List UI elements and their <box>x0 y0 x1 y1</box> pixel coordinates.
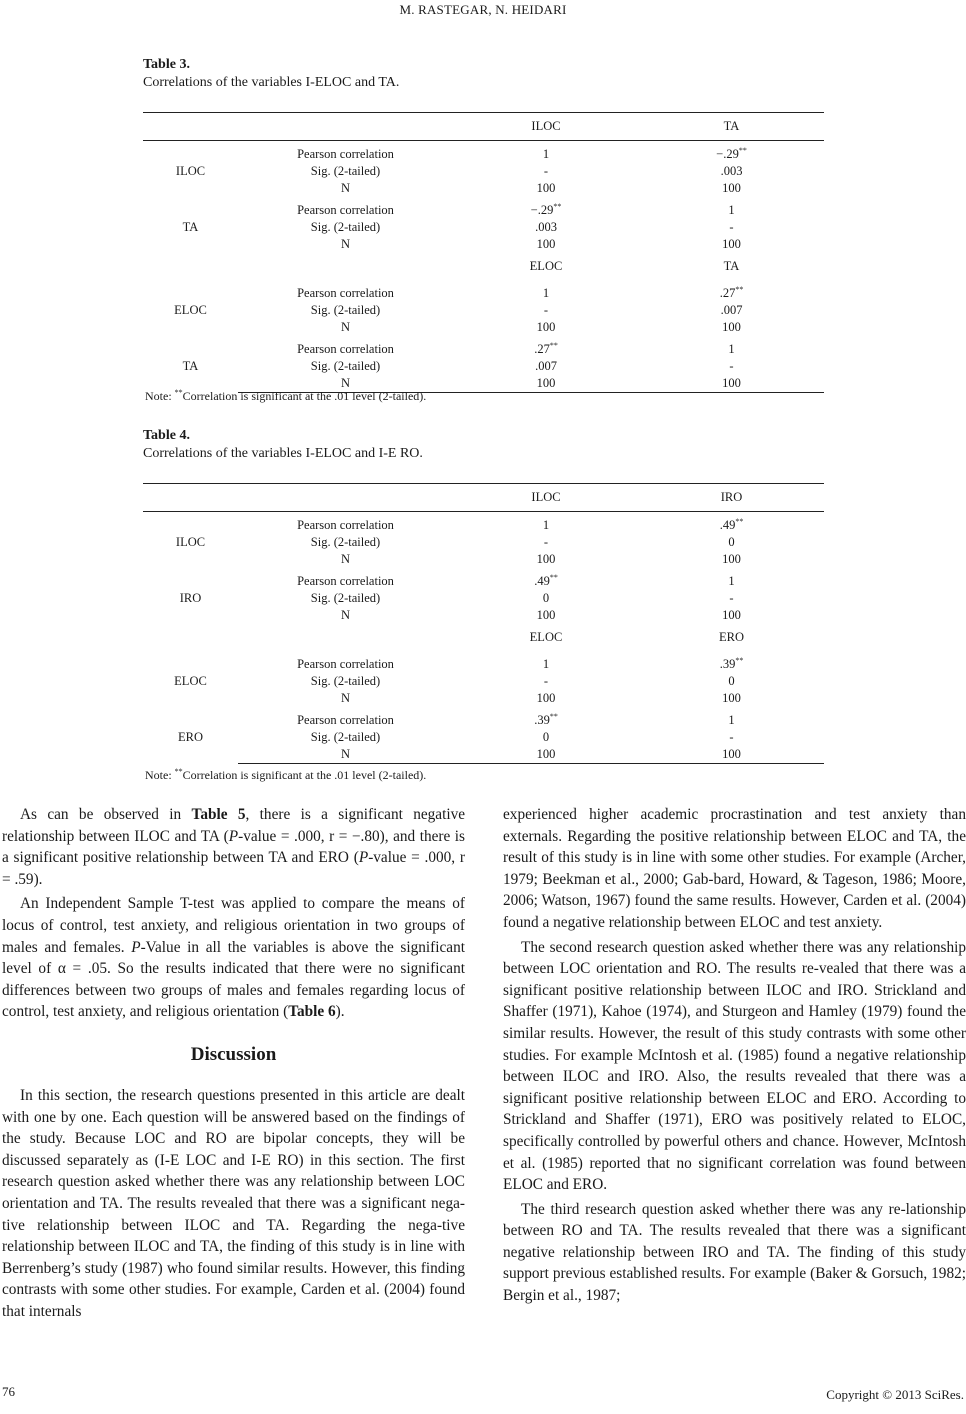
table-cell: 100 <box>536 320 556 334</box>
row-label: TA <box>182 359 199 374</box>
stat-label: N <box>238 375 453 393</box>
column-header: ELOC <box>529 259 563 273</box>
table-cell: 100 <box>453 746 639 764</box>
table-cell: - <box>543 164 549 178</box>
table-row <box>143 180 824 197</box>
stat-label: N <box>340 181 351 195</box>
table-row <box>143 534 824 551</box>
table-cell: −.29** <box>716 146 747 161</box>
table-row <box>143 285 824 302</box>
table-title: Table 3. <box>143 57 190 72</box>
correlation-table <box>143 483 824 764</box>
stat-label: Sig. (2-tailed) <box>310 303 381 317</box>
table-cell: .27** <box>534 341 558 356</box>
table-cell: .003 <box>535 220 557 234</box>
stat-label: Sig. (2-tailed) <box>310 535 381 549</box>
column-header: ILOC <box>453 484 639 512</box>
table-header-row <box>143 113 824 141</box>
table-row <box>143 712 824 729</box>
stat-label: N <box>238 746 453 764</box>
paragraph: The third research question asked whether there was any re-lationship between RO and TA. The results revealed that there was a significant negative relationship between IRO and TA. The finding of this study support previous established results. For example (Baker & Gorsuch, 1982; Bergin et al., 1987; <box>503 1200 966 1305</box>
table-cell: 1 <box>542 657 550 671</box>
table-row <box>143 729 824 746</box>
table-cell: - <box>729 220 734 234</box>
table-cell: 0 <box>728 674 735 688</box>
stat-label: Sig. (2-tailed) <box>310 591 381 605</box>
paragraph: As can be observed in Table 5, there is a significant negative relationship between ILOC and TA (P-value = .000, r = −.80), and there is a significant positive relationship between TA and ERO (P-value = .000, r = .59). <box>2 806 466 888</box>
table-cell: 0 <box>728 535 735 549</box>
table-cell: .007 <box>720 303 743 317</box>
table-cell: 100 <box>722 608 741 622</box>
table-row <box>143 551 824 568</box>
right-text-column <box>503 804 966 1307</box>
section-heading: Discussion <box>190 1043 277 1065</box>
column-header: IRO <box>639 484 824 512</box>
table-cell: 1 <box>542 147 550 161</box>
table-note: Note: **Correlation is significant at the .01 level (2-tailed). <box>145 388 427 403</box>
table-4 <box>143 427 824 764</box>
table-row <box>143 236 824 253</box>
table-cell: .49** <box>719 517 744 532</box>
left-text-column <box>2 804 465 1322</box>
table-cell: 100 <box>722 691 741 705</box>
stat-label: Sig. (2-tailed) <box>310 164 381 178</box>
row-label: ILOC <box>175 535 206 549</box>
table-row <box>143 163 824 180</box>
stat-label: Pearson correlation <box>297 286 394 300</box>
copyright-notice: Copyright © 2013 SciRes. <box>826 1387 964 1402</box>
table-cell: 100 <box>639 375 824 393</box>
column-header: ELOC <box>529 630 563 644</box>
page-number: 76 <box>2 1384 15 1399</box>
table-cell: - <box>729 730 734 744</box>
table-reference: Table 6 <box>288 1003 336 1021</box>
table-3 <box>143 56 824 393</box>
table-cell: 100 <box>536 237 556 251</box>
table-caption: Correlations of the variables I-ELOC and I-E RO. <box>143 446 423 461</box>
table-cell: 1 <box>728 713 735 727</box>
table-row <box>143 590 824 607</box>
stat-label: Pearson correlation <box>297 518 394 532</box>
table-cell: 1 <box>728 342 735 356</box>
column-header: TA <box>639 113 824 141</box>
stat-label: Pearson correlation <box>297 713 394 727</box>
table-row <box>143 302 824 319</box>
stat-label: Sig. (2-tailed) <box>310 359 381 373</box>
row-label: ELOC <box>174 303 207 317</box>
table-cell: - <box>729 359 734 373</box>
table-row <box>143 673 824 690</box>
table-note: Note: **Correlation is significant at the .01 level (2-tailed). <box>145 767 427 782</box>
table-cell: 100 <box>536 552 556 566</box>
paragraph: The second research question asked whether there was any relationship between LOC orientation and RO. The results re-vealed that there was a significant positive relationship between ILOC and IRO. Strickland and Shaffer (1971), Kahoe (1974), and Sturgeon and Hamley (1979) found the similar results. However, the result of this study contrasts with some other studies. For example McIntosh et al. (1985) found a negative relationship between ILOC and IRO. Also, the results revealed that there was a significant positive relationship between ELOC and ERO. According to Strickland and Shaffer (1971), ERO was positively related to ELOC, specifically controlled by powerful others and chance. However, McIntosh et al. (1985) reported that no significant correlation was found between ELOC and ERO. <box>503 938 966 1194</box>
table-cell: .007 <box>535 359 557 373</box>
table-cell: 100 <box>722 552 741 566</box>
stat-label: Pearson correlation <box>297 342 394 356</box>
table-cell: 1 <box>728 574 735 588</box>
table-cell: 100 <box>536 691 556 705</box>
row-label: TA <box>182 220 199 234</box>
paragraph: experienced higher academic procrastination and test anxiety than externals. Regarding the positive relationship between ELOC and TA, the result of this study is in line with some other studies. For example (Archer, 1979; Beekman et al., 2000; Gab-bard, Howard, & Tageson, 1986; Moore, 2006; Watson, 1967) found the same results. However, Carden et al. (2004) found a negative relationship between ELOC and test anxiety. <box>503 806 966 931</box>
table-cell: .27** <box>719 285 744 300</box>
paragraph: An Independent Sample T-test was applied to compare the means of locus of control, test anxiety, and religious orientation in two groups of males and females. P-Value in all the variables is above the significant level of α = .05. So the results indicated that there were no significant differences between two groups of males and females regarding locus of control, test anxiety, and religious orientation (Table 6). <box>2 895 465 1021</box>
table-cell: 100 <box>722 320 741 334</box>
table-cell: 100 <box>722 237 741 251</box>
table-cell: 100 <box>722 181 741 195</box>
stat-label: N <box>340 691 351 705</box>
table-cell: - <box>543 535 549 549</box>
stat-label: Pearson correlation <box>297 574 394 588</box>
table-cell: 1 <box>542 286 550 300</box>
table-cell: 100 <box>536 608 556 622</box>
table-reference: Table 5 <box>191 806 246 823</box>
running-head: M. RASTEGAR, N. HEIDARI <box>399 2 567 17</box>
table-row <box>143 146 824 163</box>
table-cell: 0 <box>542 730 550 744</box>
stat-label: N <box>340 608 351 622</box>
row-label: ILOC <box>175 164 206 178</box>
table-row <box>143 607 824 624</box>
table-subheader-row <box>143 624 824 651</box>
table-cell: - <box>543 303 549 317</box>
table-cell: .003 <box>720 164 743 178</box>
column-header: TA <box>723 259 740 273</box>
table-cell: 1 <box>542 518 550 532</box>
table-cell: - <box>729 591 734 605</box>
table-cell: 100 <box>536 181 556 195</box>
correlation-table <box>143 112 824 393</box>
table-row <box>143 358 824 375</box>
row-label: ERO <box>178 730 203 745</box>
stat-label: Pearson correlation <box>297 147 394 161</box>
table-row <box>143 202 824 219</box>
table-caption: Correlations of the variables I-ELOC and TA. <box>143 75 400 90</box>
table-cell: .39** <box>534 712 558 727</box>
table-row <box>143 319 824 336</box>
paragraph: In this section, the research questions presented in this article are dealt with one by one. Each question will be answered based on the findings of the study. Because LOC and RO are bipolar concepts, they will be discussed separately as (I-E LOC and I-E RO) in this section. The first research question asked whether there was any relationship between LOC orientation and TA. The results revealed that there was a significant nega-tive relationship between ILOC and TA. Regarding the nega-tive relationship between ILOC and TA, the finding of this study is in line with Berrenberg’s study (1987) who found similar results. However, this finding contrasts with some other studies. For example, Carden et al. (2004) found that internals <box>2 1086 465 1320</box>
stat-label: Pearson correlation <box>297 203 394 217</box>
stat-label: Pearson correlation <box>297 657 394 671</box>
table-cell: .49** <box>534 573 558 588</box>
table-cell: 1 <box>728 203 735 217</box>
table-row <box>143 746 824 764</box>
table-row <box>143 690 824 707</box>
table-title: Table 4. <box>143 428 190 443</box>
table-cell: 100 <box>453 375 639 393</box>
column-header: ILOC <box>453 113 639 141</box>
column-header: ERO <box>719 630 744 644</box>
table-cell: - <box>543 674 549 688</box>
table-header-row <box>143 484 824 512</box>
stat-label: N <box>340 237 351 251</box>
stat-label: N <box>340 320 351 334</box>
stat-label: Sig. (2-tailed) <box>310 220 381 234</box>
table-row <box>143 517 824 534</box>
table-row <box>143 656 824 673</box>
stat-label: Sig. (2-tailed) <box>310 730 381 744</box>
table-cell: .39** <box>719 656 744 671</box>
table-row <box>143 341 824 358</box>
table-subheader-row <box>143 253 824 280</box>
row-label: IRO <box>179 591 202 605</box>
table-cell: 100 <box>639 746 824 764</box>
table-cell: 0 <box>542 591 550 605</box>
table-row <box>143 573 824 590</box>
row-label: ELOC <box>174 674 207 688</box>
stat-label: N <box>340 552 351 566</box>
table-row <box>143 219 824 236</box>
stat-label: Sig. (2-tailed) <box>310 674 381 688</box>
table-cell: −.29** <box>530 202 562 217</box>
